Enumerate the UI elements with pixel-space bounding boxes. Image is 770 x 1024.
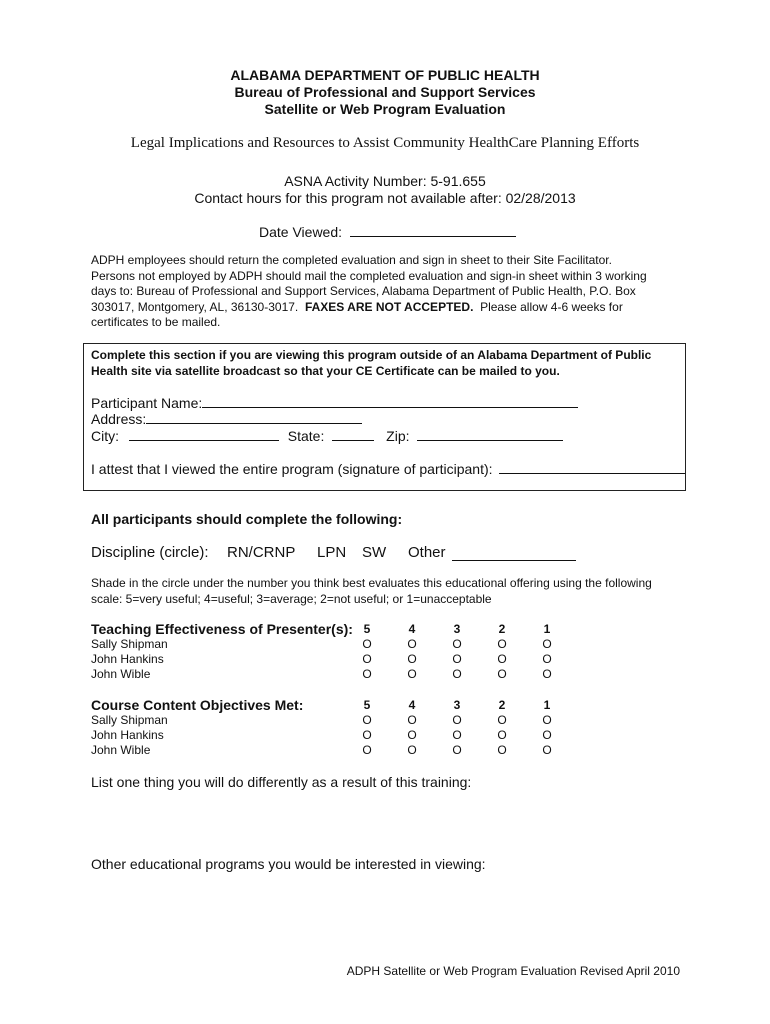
teaching-presenter-3: John Wible bbox=[91, 667, 151, 681]
course-score-4: 4 bbox=[408, 698, 416, 712]
teaching-rating-circle-row2-score5[interactable]: O bbox=[362, 652, 372, 666]
date-viewed-label: Date Viewed: bbox=[259, 224, 343, 240]
faxes-warning: FAXES ARE NOT ACCEPTED. bbox=[304, 299, 474, 314]
course-rating-circle-row3-score5[interactable]: O bbox=[362, 743, 372, 757]
course-rating-circle-row3-score4[interactable]: O bbox=[407, 743, 417, 757]
city-field[interactable] bbox=[129, 426, 279, 441]
state-label: State: bbox=[287, 428, 325, 444]
city-state-zip-row bbox=[91, 426, 563, 444]
teaching-rating-circle-row1-score1[interactable]: O bbox=[542, 637, 552, 651]
course-score-3: 3 bbox=[453, 698, 461, 712]
course-presenters bbox=[91, 713, 168, 758]
participant-name-label: Participant Name: bbox=[91, 395, 203, 411]
question-other-programs: Other educational programs you would be interested in viewing: bbox=[91, 856, 486, 872]
footer-revision: ADPH Satellite or Web Program Evaluation Revised April 2010 bbox=[346, 964, 680, 978]
course-rating-circle-row2-score3[interactable]: O bbox=[452, 728, 462, 742]
scale-line-1: Shade in the circle under the number you think best evaluates this educational offering using the following bbox=[91, 576, 652, 590]
teaching-score-5: 5 bbox=[363, 622, 371, 636]
program-title: Legal Implications and Resources to Assist Community HealthCare Planning Efforts bbox=[130, 135, 640, 151]
teaching-heading: Teaching Effectiveness of Presenter(s): bbox=[91, 621, 353, 637]
scale-line-2: scale: 5=very useful; 4=useful; 3=average; 2=not useful; or 1=unacceptable bbox=[91, 591, 492, 606]
course-score-5: 5 bbox=[363, 698, 371, 712]
course-presenter-3: John Wible bbox=[91, 743, 151, 757]
instructions-line-2: Persons not employed by ADPH should mail the completed evaluation and sign-in sheet within 3 working bbox=[91, 268, 647, 283]
address-label: Address: bbox=[91, 411, 147, 427]
discipline-option-lpn[interactable]: LPN bbox=[317, 544, 347, 561]
course-rating-circle-row2-score1[interactable]: O bbox=[542, 728, 552, 742]
course-presenter-1: Sally Shipman bbox=[91, 713, 168, 727]
teaching-rating-circle-row3-score1[interactable]: O bbox=[542, 667, 552, 681]
teaching-rating-circle-row1-score2[interactable]: O bbox=[497, 637, 507, 651]
participant-name-field[interactable] bbox=[202, 393, 578, 408]
city-label: City: bbox=[91, 428, 119, 444]
course-rating-circle-row1-score1[interactable]: O bbox=[542, 713, 552, 727]
zip-field[interactable] bbox=[417, 426, 563, 441]
teaching-presenter-2: John Hankins bbox=[91, 652, 164, 666]
attest-row bbox=[91, 459, 685, 477]
teaching-rating-circle-row3-score3[interactable]: O bbox=[452, 667, 462, 681]
course-heading: Course Content Objectives Met: bbox=[91, 697, 304, 713]
discipline-option-rn-crnp[interactable]: RN/CRNP bbox=[227, 544, 296, 561]
header-line-1: ALABAMA DEPARTMENT OF PUBLIC HEALTH bbox=[230, 67, 540, 83]
header-line-2: Bureau of Professional and Support Services bbox=[234, 84, 536, 100]
course-rating-circle-row3-score3[interactable]: O bbox=[452, 743, 462, 757]
course-rating-circle-row1-score2[interactable]: O bbox=[497, 713, 507, 727]
discipline-label: Discipline (circle): bbox=[91, 544, 209, 561]
outside-box-heading bbox=[91, 348, 686, 379]
teaching-presenters bbox=[91, 637, 168, 682]
address-field[interactable] bbox=[146, 409, 362, 424]
attest-label: I attest that I viewed the entire program (signature of participant): bbox=[91, 461, 493, 477]
state-field[interactable] bbox=[332, 426, 374, 441]
outside-box-heading-2: Health site via satellite broadcast so that your CE Certificate can be mailed to you. bbox=[91, 363, 560, 378]
discipline-option-other[interactable]: Other bbox=[408, 544, 446, 561]
course-rating-circle-row3-score2[interactable]: O bbox=[497, 743, 507, 757]
date-viewed-field[interactable] bbox=[350, 222, 516, 237]
teaching-rating-circle-row3-score4[interactable]: O bbox=[407, 667, 417, 681]
teaching-score-3: 3 bbox=[453, 622, 461, 636]
course-rating-circle-row2-score5[interactable]: O bbox=[362, 728, 372, 742]
teaching-rating-circle-row3-score5[interactable]: O bbox=[362, 667, 372, 681]
question-do-differently: List one thing you will do differently as a result of this training: bbox=[91, 774, 472, 790]
zip-label: Zip: bbox=[386, 428, 410, 444]
course-score-1: 1 bbox=[543, 698, 551, 712]
teaching-rating-circle-row2-score2[interactable]: O bbox=[497, 652, 507, 666]
all-participants-heading: All participants should complete the following: bbox=[91, 511, 403, 527]
teaching-rating-circle-row3-score2[interactable]: O bbox=[497, 667, 507, 681]
teaching-rating-circle-row2-score1[interactable]: O bbox=[542, 652, 552, 666]
teaching-score-1: 1 bbox=[543, 622, 551, 636]
course-rating-circle-row1-score4[interactable]: O bbox=[407, 713, 417, 727]
teaching-rating-circle-row1-score4[interactable]: O bbox=[407, 637, 417, 651]
course-rating-circle-row2-score2[interactable]: O bbox=[497, 728, 507, 742]
outside-box-heading-1: Complete this section if you are viewing this program outside of an Alabama Department of Public bbox=[91, 348, 652, 362]
teaching-rating-circle-row1-score5[interactable]: O bbox=[362, 637, 372, 651]
instructions-line-5: certificates to be mailed. bbox=[91, 315, 221, 329]
activity-number: ASNA Activity Number: 5-91.655 bbox=[284, 173, 486, 189]
course-rating-circle-row1-score3[interactable]: O bbox=[452, 713, 462, 727]
discipline-other-field[interactable] bbox=[452, 546, 576, 561]
teaching-score-4: 4 bbox=[408, 622, 416, 636]
signature-field[interactable] bbox=[499, 459, 685, 474]
teaching-rating-circle-row2-score3[interactable]: O bbox=[452, 652, 462, 666]
instructions-line-4: 303017, Montgomery, AL, 36130-3017. FAXES ARE NOT ACCEPTED. Please allow 4-6 weeks for bbox=[91, 299, 623, 314]
address-row bbox=[91, 409, 362, 427]
header-line-3: Satellite or Web Program Evaluation bbox=[264, 101, 506, 117]
course-rating-circle-row2-score4[interactable]: O bbox=[407, 728, 417, 742]
course-presenter-2: John Hankins bbox=[91, 728, 164, 742]
instructions bbox=[91, 253, 691, 331]
teaching-rating-circle-row1-score3[interactable]: O bbox=[452, 637, 462, 651]
teaching-score-2: 2 bbox=[498, 622, 506, 636]
course-score-2: 2 bbox=[498, 698, 506, 712]
instructions-line-1: ADPH employees should return the completed evaluation and sign in sheet to their Site Facilitator. bbox=[91, 253, 612, 267]
contact-hours: Contact hours for this program not available after: 02/28/2013 bbox=[194, 190, 576, 206]
date-viewed-row bbox=[259, 222, 516, 240]
teaching-rating-circle-row2-score4[interactable]: O bbox=[407, 652, 417, 666]
discipline-option-sw[interactable]: SW bbox=[362, 544, 387, 561]
discipline-row bbox=[91, 544, 691, 564]
instructions-line-3: days to: Bureau of Professional and Support Services, Alabama Department of Public Health, P.O. Box bbox=[91, 284, 636, 298]
teaching-presenter-1: Sally Shipman bbox=[91, 637, 168, 651]
course-rating-circle-row1-score5[interactable]: O bbox=[362, 713, 372, 727]
course-rating-circle-row3-score1[interactable]: O bbox=[542, 743, 552, 757]
scale-instructions bbox=[91, 576, 691, 607]
